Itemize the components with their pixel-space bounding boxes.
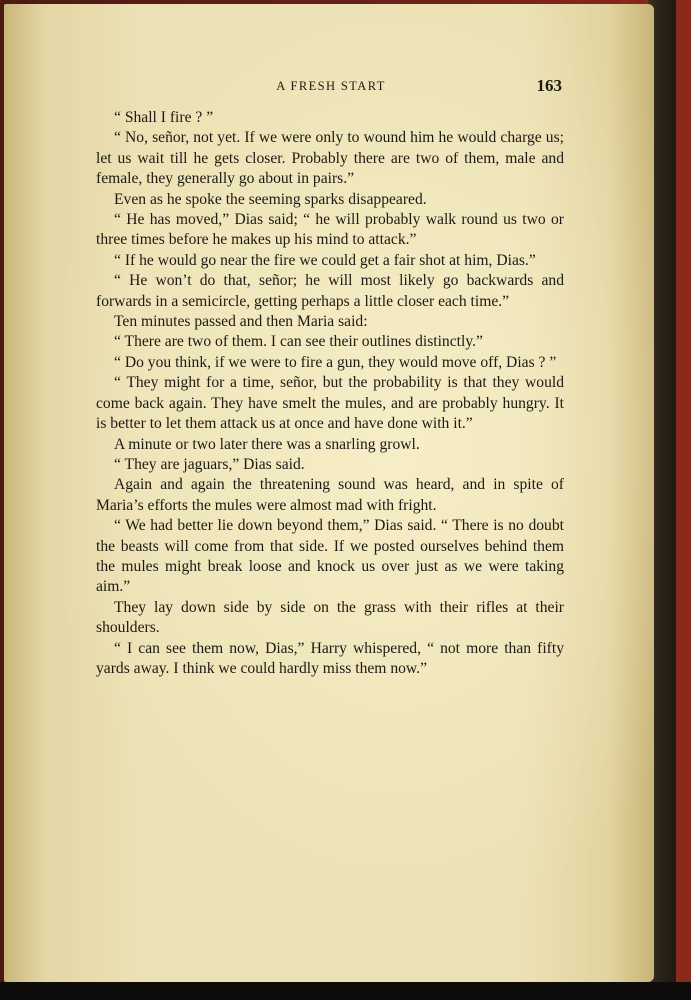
paragraph: They lay down side by side on the grass with their rifles at their shoulders.	[96, 598, 564, 637]
paragraph: “ I can see them now, Dias,” Harry whispered, “ not more than fifty yards away. I think we could hardly miss them now.”	[96, 639, 564, 677]
bottom-edge	[0, 982, 691, 1000]
paragraph: Even as he spoke the seeming sparks disappeared.	[114, 190, 427, 208]
paragraph: “ Shall I fire ? ”	[114, 109, 214, 126]
paragraph: “ He won’t do that, señor; he will most likely go backwards and forwards in a semicircle, getting perhaps a little closer each time.”	[96, 272, 564, 310]
paragraph: Again and again the threatening sound was heard, and in spite of Maria’s efforts the mules were almost mad with fright.	[96, 476, 564, 514]
paragraph: “ Do you think, if we were to fire a gun, they would move off, Dias ? ”	[114, 353, 557, 371]
paragraph: “ If he would go near the fire we could get a fair shot at him, Dias.”	[114, 251, 536, 269]
page-number: 163	[536, 76, 562, 95]
paragraph: “ We had better lie down beyond them,” Dias said. “ There is no doubt the beasts will come from that side. If we posted ourselves behind them the mules might break loose and knock us over just as we were taking aim.”	[96, 517, 564, 596]
paragraph: “ He has moved,” Dias said; “ he will probably walk round us two or three times before he makes up his mind to attack.”	[96, 211, 564, 249]
paragraph: “ They might for a time, señor, but the probability is that they would come back again. They have smelt the mules, and are probably hungry. It is better to let them attack us at once and have done with it.”	[96, 374, 564, 433]
page-header	[98, 76, 564, 98]
body-text	[96, 108, 564, 679]
paragraph: “ They are jaguars,” Dias said.	[114, 455, 305, 473]
paragraph: “ There are two of them. I can see their outlines distinctly.”	[114, 333, 483, 351]
running-head: A FRESH START	[276, 79, 386, 93]
paragraph: “ No, señor, not yet. If we were only to wound him he would charge us; let us wait till he gets closer. Probably there are two of them, male and female, they generally go about in pairs.”	[96, 129, 564, 188]
paragraph: Ten minutes passed and then Maria said:	[114, 313, 368, 331]
paragraph: A minute or two later there was a snarling growl.	[114, 435, 420, 453]
